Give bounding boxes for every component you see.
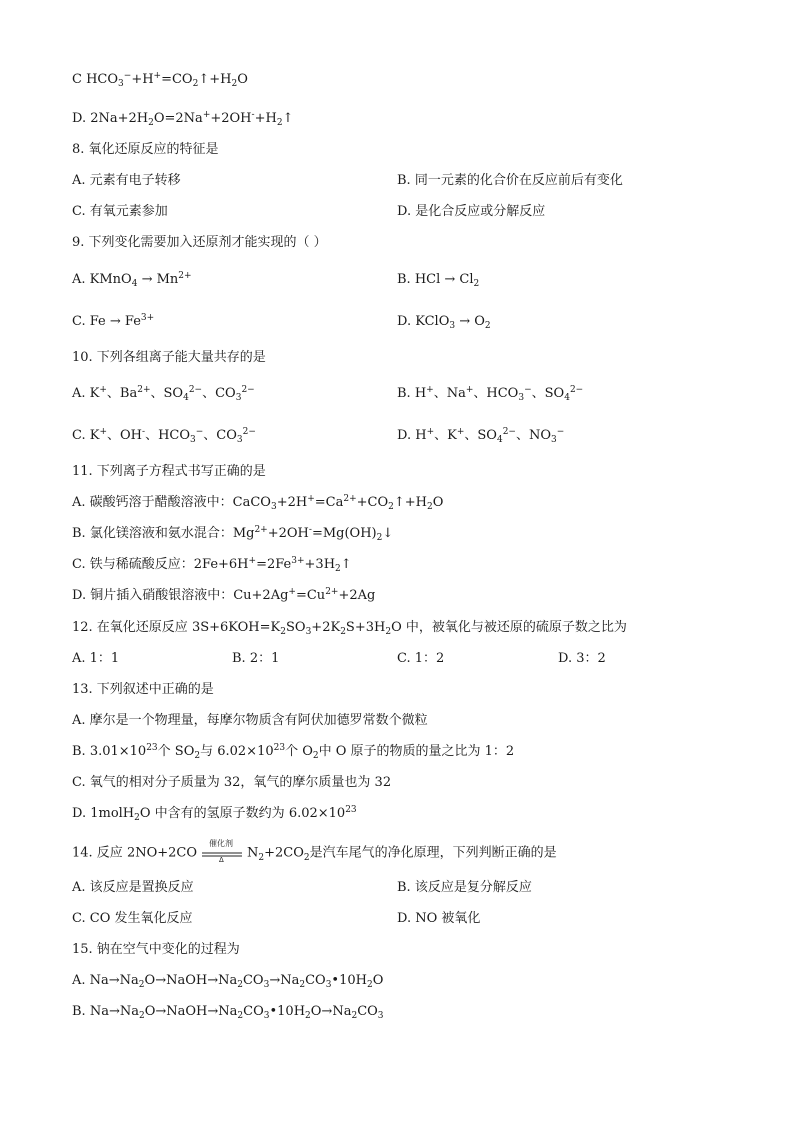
line-q12d [558,651,606,667]
superscript: 2+ [325,587,339,597]
text-segment: C. K [72,428,100,443]
text-segment: 、OH [107,428,143,443]
text-segment: CO [243,1004,264,1019]
text-segment: N [247,845,259,861]
heat-symbol: Δ [219,856,224,863]
subscript: 2 [473,279,480,289]
superscript: - [251,110,255,120]
line-q14d [397,911,480,927]
text-segment: 、Na [433,386,466,401]
subscript: 3 [236,435,243,445]
text-segment: 、SO [531,386,565,401]
subscript: 4 [131,279,138,289]
superscript: + [426,427,435,437]
superscript: 2− [188,385,203,395]
line-q11a [72,495,443,511]
text-segment: •10H [331,973,367,988]
line-q9 [72,235,327,251]
text-segment: 10. 下列各组离子能大量共存的是 [72,350,266,365]
text-segment: 11. 下列离子方程式书写正确的是 [72,464,266,479]
text-segment: O=2Na [153,111,203,126]
line-q10 [72,350,266,366]
subscript: 3 [551,435,557,445]
text-segment: C. 有氧元素参加 [72,204,168,219]
subscript: 3 [377,1011,384,1021]
text-segment: ↓ [382,526,394,541]
text-segment: B. 同一元素的化合价在反应前后有变化 [397,173,623,188]
superscript: − [556,427,565,437]
text-segment: =Cu [295,588,326,603]
line-q8d [397,204,545,220]
reaction-arrow [199,839,245,863]
text-segment: 13. 下列叙述中正确的是 [72,682,214,697]
text-segment: B. 2：1 [232,651,280,666]
superscript: + [426,385,434,395]
subscript: 2 [351,1011,358,1021]
line-q13c [72,775,391,791]
superscript: 2+ [178,271,192,281]
line-q12c [397,651,444,667]
superscript: + [465,385,474,395]
text-segment: C. 1：2 [397,651,445,666]
subscript: 2 [312,751,319,761]
superscript: 2− [241,385,255,395]
text-segment: 中 O 原子的物质的量之比为 1：2 [318,744,515,759]
text-segment: +H [131,72,154,87]
text-segment: C HCO [72,72,119,87]
text-segment: → O [455,314,485,329]
line-q14b [397,880,532,896]
line-q14 [72,839,557,863]
text-segment: A. 该反应是置换反应 [72,880,194,895]
subscript: 3 [325,980,332,990]
text-segment: 与 6.02×10 [200,744,274,759]
subscript: 2 [237,980,243,990]
superscript: - [142,427,146,437]
superscript: 2− [242,427,256,437]
text-segment: +2Ag [338,588,376,603]
superscript: 23 [146,743,158,753]
subscript: 2 [388,502,394,512]
text-segment: =2Fe [256,557,292,572]
line-q14a [72,880,194,896]
subscript: 4 [496,435,503,445]
subscript: 3 [518,393,525,403]
text-segment: +2H [276,495,308,510]
subscript: 2 [237,1011,244,1021]
subscript: 2 [303,852,310,863]
text-segment: B. 3.01×10 [72,744,147,759]
subscript: 4 [183,393,189,403]
subscript: 2 [258,852,265,863]
text-segment: +2CO [264,845,304,861]
line-q11d [72,588,375,604]
text-segment: 是汽车尾气的净化原理，下列判断正确的是 [309,845,557,861]
text-segment: B. H [397,386,427,401]
superscript: 2− [502,427,516,437]
text-segment: 、SO [464,428,497,443]
text-segment: B. 该反应是复分解反应 [397,880,532,895]
superscript: + [307,494,315,504]
text-segment: =Mg(OH) [311,526,377,541]
text-segment: ↑ [340,557,352,572]
subscript: 2 [148,118,154,128]
text-segment: O [237,72,248,87]
superscript: 2+ [137,385,151,395]
text-segment: CO [242,973,264,988]
line-q13a [72,713,428,729]
text-segment: +2OH [210,111,252,126]
text-segment: 、NO [515,428,552,443]
line-q11b [72,526,393,542]
subscript: 2 [280,627,286,637]
line-q12a [72,651,119,667]
text-segment: O→NaOH→Na [144,1004,238,1019]
superscript: + [248,556,257,566]
subscript: 3 [190,435,196,445]
superscript: + [456,427,465,437]
subscript: 2 [138,1011,145,1021]
text-segment: +CO [356,495,389,510]
line-q8b [397,173,623,189]
text-segment: 、HCO [145,428,191,443]
line-q13 [72,682,214,698]
text-segment: A. 碳酸钙溶于醋酸溶液中：CaCO [72,495,271,510]
text-segment: 14. 反应 2NO+2CO [72,845,198,861]
subscript: 2 [340,627,346,637]
line-q14c [72,911,193,927]
subscript: 2 [427,502,433,512]
text-segment: O→NaOH→Na [144,973,238,988]
text-segment: +2K [311,620,341,635]
line-q8c [72,204,168,220]
superscript: - [308,525,312,535]
line-q8a [72,173,181,189]
line-q10a [72,386,255,402]
text-segment: SO [285,620,306,635]
subscript: 2 [194,751,201,761]
text-segment: ↑+H [198,72,232,87]
line-q9c [72,314,154,330]
text-segment: O 中，被氧化与被还原的硫原子数之比为 [391,620,627,635]
text-segment: A. KMnO [72,272,132,287]
text-segment: +H [254,111,277,126]
line-q9d [397,314,491,330]
reaction-condition: 催化剂 [209,839,234,848]
subscript: 3 [263,1011,270,1021]
equilibrium-arrow-icon [199,847,245,863]
line-q9b [397,272,479,288]
superscript: + [153,71,162,81]
superscript: 3+ [140,313,155,323]
text-segment: 、SO [150,386,184,401]
text-segment: =Ca [314,495,344,510]
superscript: 3+ [291,556,305,566]
text-segment: O→Na [310,1004,352,1019]
subscript: 2 [276,118,283,128]
text-segment: D. 1molH [72,806,135,821]
subscript: 2 [192,79,199,89]
text-segment: A. 1：1 [72,651,120,666]
text-segment: 8. 氧化还原反应的特征是 [72,142,219,157]
line-q11c [72,557,352,573]
line-q10d [397,428,564,444]
text-segment: B. HCl → Cl [397,272,474,287]
text-segment: D. KClO [397,314,450,329]
text-segment: +2OH [267,526,309,541]
text-segment: ↑+H [393,495,427,510]
subscript: 2 [299,980,306,990]
line-q15 [72,942,240,958]
line-q7d [72,111,293,127]
text-segment: 12. 在氧化还原反应 3S+6KOH=K [72,620,281,635]
subscript: 2 [231,79,238,89]
text-segment: B. 氯化镁溶液和氨水混合：Mg [72,526,255,541]
text-segment: D. 铜片插入硝酸银溶液中：Cu+2Ag [72,588,289,603]
subscript: 3 [235,393,242,403]
subscript: 2 [335,564,341,574]
text-segment: C. CO 发生氧化反应 [72,911,193,926]
text-segment: D. 3：2 [558,651,606,666]
text-segment: A. K [72,386,100,401]
text-segment: O 中含有的氢原子数约为 6.02×10 [139,806,346,821]
subscript: 2 [134,813,140,823]
line-q13b [72,744,514,760]
subscript: 4 [564,393,570,403]
text-segment: C. 铁与稀硫酸反应：2Fe+6H [72,557,249,572]
superscript: 23 [345,805,357,815]
subscript: 2 [305,1011,311,1021]
text-segment: D. 2Na+2H [72,111,149,126]
superscript: 2− [569,385,584,395]
text-segment: +3H [304,557,336,572]
superscript: + [99,385,107,395]
superscript: 23 [273,743,286,753]
text-segment: •10H [269,1004,306,1019]
superscript: 2+ [254,525,268,535]
line-q10c [72,428,256,444]
subscript: 3 [263,980,270,990]
line-q15b [72,1004,384,1020]
line-q12 [72,620,627,636]
text-segment: A. Na→Na [72,973,139,988]
superscript: + [202,110,211,120]
subscript: 3 [118,79,124,89]
superscript: − [123,71,132,81]
text-segment: A. 摩尔是一个物理量，每摩尔物质含有阿伏加德罗常数个微粒 [72,713,428,728]
subscript: 3 [449,321,456,331]
text-segment: ↑ [282,111,294,126]
text-segment: 个 SO [157,744,195,759]
text-segment: 、CO [202,386,236,401]
text-segment: O [432,495,444,510]
superscript: + [288,587,296,597]
text-segment: O [372,973,384,988]
line-q10b [397,386,583,402]
subscript: 3 [305,627,312,637]
superscript: − [195,427,204,437]
text-segment: =CO [161,72,193,87]
text-segment: D. H [397,428,427,443]
text-segment: 、HCO [473,386,519,401]
text-segment: CO [305,973,326,988]
line-q7c [72,72,248,88]
text-segment: 个 O [285,744,313,759]
line-q15a [72,973,383,989]
subscript: 2 [376,533,383,543]
text-segment: 、Ba [106,386,138,401]
line-q9a [72,272,192,288]
line-q13d [72,806,357,822]
subscript: 3 [270,502,277,512]
line-q8 [72,142,219,158]
superscript: + [99,427,108,437]
text-segment: 、K [434,428,457,443]
text-segment: A. 元素有电子转移 [72,173,181,188]
superscript: − [524,385,532,395]
line-q12b [232,651,279,667]
text-segment: C. Fe → Fe [72,314,141,329]
line-q11 [72,464,266,480]
text-segment: B. Na→Na [72,1004,139,1019]
subscript: 2 [484,321,491,331]
text-segment: CO [357,1004,378,1019]
subscript: 2 [366,980,373,990]
text-segment: C. 氧气的相对分子质量为 32，氧气的摩尔质量也为 32 [72,775,392,790]
text-segment: D. NO 被氧化 [397,911,481,926]
text-segment: 9. 下列变化需要加入还原剂才能实现的（ ） [72,235,327,250]
text-segment: S+3H [345,620,386,635]
superscript: 2+ [343,494,357,504]
subscript: 2 [385,627,392,637]
text-segment: 、CO [203,428,237,443]
text-segment: D. 是化合反应或分解反应 [397,204,546,219]
text-segment: 15. 钠在空气中变化的过程为 [72,942,240,957]
subscript: 2 [138,980,145,990]
text-segment: →Na [269,973,300,988]
text-segment: → Mn [137,272,179,287]
